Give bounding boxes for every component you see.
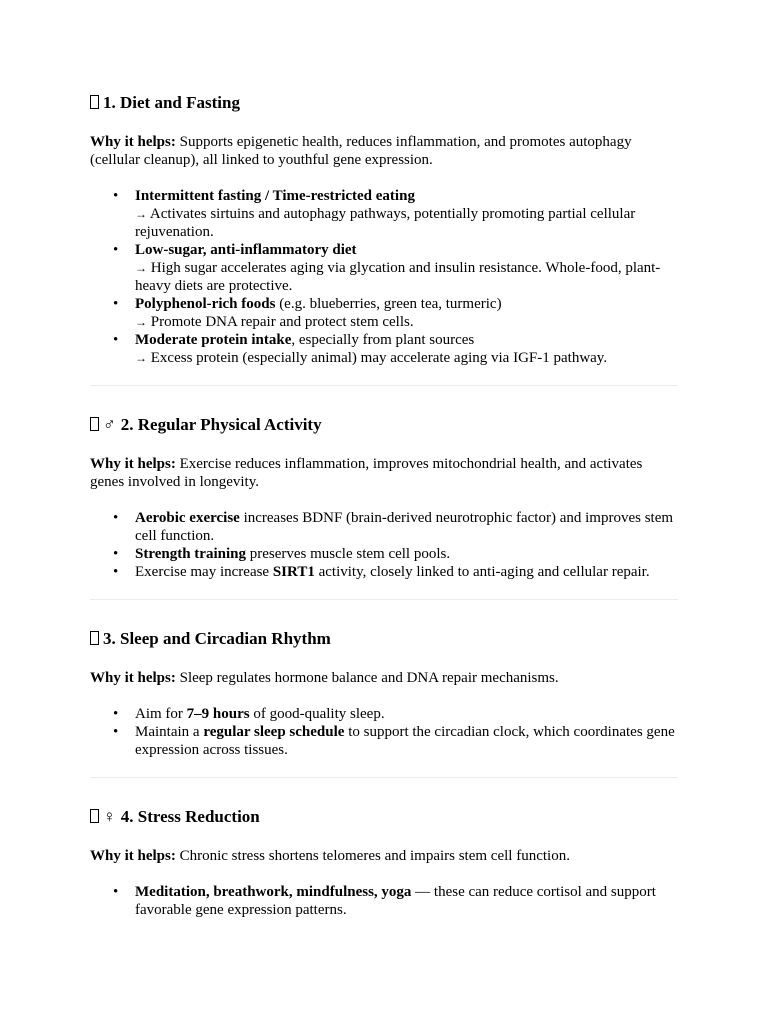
list-item bbox=[135, 241, 678, 295]
arrow-icon: → bbox=[135, 261, 147, 275]
section-heading bbox=[90, 89, 678, 116]
why-it-helps-label: Why it helps: bbox=[90, 134, 176, 150]
why-it-helps-paragraph bbox=[90, 133, 678, 169]
bullet-list bbox=[90, 883, 678, 919]
list-item bbox=[135, 187, 678, 241]
list-item bbox=[135, 295, 678, 331]
list-item bbox=[135, 509, 678, 545]
why-it-helps-paragraph bbox=[90, 455, 678, 491]
list-item-detail: High sugar accelerates aging via glycation and insulin resistance. Whole-food, plant-heavy diets are protective. bbox=[135, 260, 661, 294]
female-sign-icon: ♀ bbox=[103, 807, 116, 826]
list-item bbox=[135, 723, 678, 759]
list-item bbox=[135, 705, 678, 723]
missing-glyph-icon bbox=[90, 95, 99, 109]
bullet-list bbox=[90, 509, 678, 581]
why-it-helps-label: Why it helps: bbox=[90, 848, 176, 864]
list-item-text: — these can reduce cortisol and support favorable gene expression patterns. bbox=[135, 884, 656, 918]
section-title: 4. Stress Reduction bbox=[120, 807, 260, 826]
missing-glyph-icon bbox=[90, 631, 99, 645]
bullet-list bbox=[90, 187, 678, 367]
list-item-bold: 7–9 hours bbox=[186, 706, 250, 722]
list-item-text: activity, closely linked to anti-aging and cellular repair. bbox=[314, 564, 650, 580]
list-item bbox=[135, 883, 678, 919]
section-regular-physical-activity bbox=[90, 411, 678, 600]
list-item-bold: Low-sugar, anti-inflammatory diet bbox=[135, 242, 357, 258]
section-heading bbox=[90, 625, 678, 652]
list-item-bold: Polyphenol-rich foods bbox=[135, 296, 276, 312]
list-item-pre: Exercise may increase bbox=[135, 564, 273, 580]
section-stress-reduction bbox=[90, 803, 678, 919]
why-it-helps-label: Why it helps: bbox=[90, 456, 176, 472]
section-divider bbox=[90, 385, 678, 386]
list-item-bold: SIRT1 bbox=[272, 564, 315, 580]
section-title: 1. Diet and Fasting bbox=[103, 93, 240, 112]
arrow-icon: → bbox=[135, 207, 147, 221]
section-divider bbox=[90, 599, 678, 600]
section-title: 3. Sleep and Circadian Rhythm bbox=[103, 629, 331, 648]
missing-glyph-icon bbox=[90, 417, 99, 431]
section-diet-and-fasting bbox=[90, 89, 678, 386]
arrow-icon: → bbox=[135, 351, 147, 365]
list-item-pre: Aim for bbox=[135, 706, 187, 722]
why-it-helps-text: Chronic stress shortens telomeres and impairs stem cell function. bbox=[175, 848, 570, 864]
section-sleep-and-circadian-rhythm bbox=[90, 625, 678, 778]
list-item-text: of good-quality sleep. bbox=[249, 706, 385, 722]
list-item-text: increases BDNF (brain-derived neurotrophic factor) and improves stem cell function. bbox=[135, 510, 674, 544]
list-item bbox=[135, 331, 678, 367]
why-it-helps-text: Exercise reduces inflammation, improves mitochondrial health, and activates genes involved in longevity. bbox=[90, 456, 643, 490]
list-item-text: preserves muscle stem cell pools. bbox=[245, 546, 451, 562]
list-item-detail: Excess protein (especially animal) may accelerate aging via IGF-1 pathway. bbox=[147, 350, 608, 366]
missing-glyph-icon bbox=[90, 809, 99, 823]
why-it-helps-label: Why it helps: bbox=[90, 670, 176, 686]
list-item-bold: Intermittent fasting / Time-restricted eating bbox=[135, 188, 415, 204]
section-divider bbox=[90, 777, 678, 778]
arrow-icon: → bbox=[135, 315, 147, 329]
list-item bbox=[135, 545, 678, 563]
list-item-detail: Promote DNA repair and protect stem cells. bbox=[147, 314, 414, 330]
list-item-bold: Meditation, breathwork, mindfulness, yoga bbox=[135, 884, 412, 900]
why-it-helps-text: Sleep regulates hormone balance and DNA repair mechanisms. bbox=[175, 670, 559, 686]
list-item-bold: regular sleep schedule bbox=[203, 724, 345, 740]
document-content bbox=[90, 89, 678, 919]
why-it-helps-paragraph bbox=[90, 669, 678, 687]
list-item-text: , especially from plant sources bbox=[291, 332, 475, 348]
bullet-list bbox=[90, 705, 678, 759]
list-item-bold: Aerobic exercise bbox=[135, 510, 240, 526]
list-item-text: (e.g. blueberries, green tea, turmeric) bbox=[275, 296, 502, 312]
list-item-bold: Moderate protein intake bbox=[135, 332, 292, 348]
section-title: 2. Regular Physical Activity bbox=[120, 415, 322, 434]
list-item-detail: Activates sirtuins and autophagy pathways, potentially promoting partial cellular rejuvenation. bbox=[135, 206, 636, 240]
why-it-helps-paragraph bbox=[90, 847, 678, 865]
male-sign-icon: ♂ bbox=[103, 415, 116, 434]
section-heading bbox=[90, 803, 678, 830]
list-item-pre: Maintain a bbox=[135, 724, 204, 740]
section-heading bbox=[90, 411, 678, 438]
list-item bbox=[135, 563, 678, 581]
list-item-text: to support the circadian clock, which coordinates gene expression across tissues. bbox=[135, 724, 675, 758]
list-item-bold: Strength training bbox=[135, 546, 246, 562]
why-it-helps-text: Supports epigenetic health, reduces inflammation, and promotes autophagy (cellular cleanup), all linked to youthful gene expression. bbox=[90, 134, 632, 168]
